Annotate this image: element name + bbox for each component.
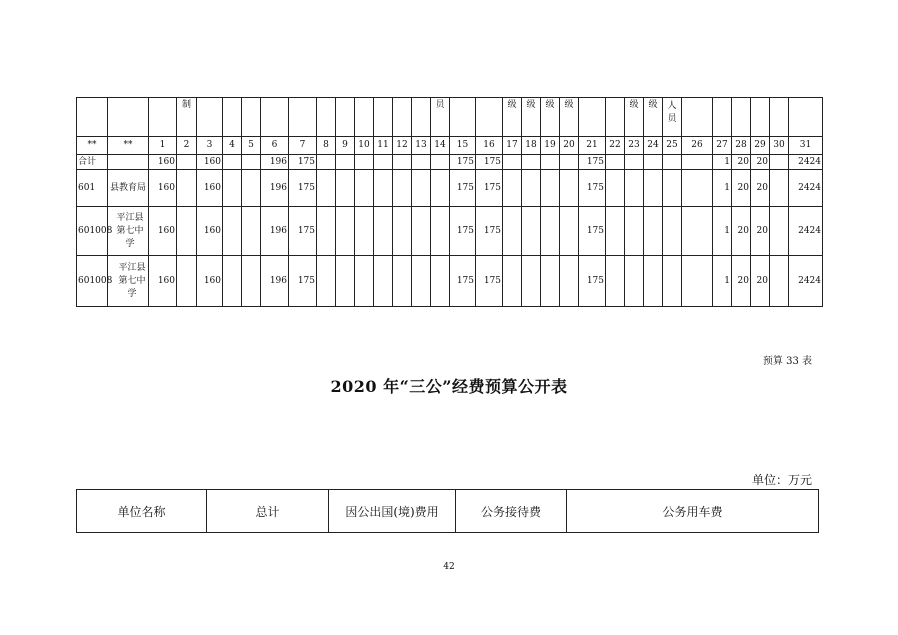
value-cell-22: [606, 256, 625, 307]
table-row: [77, 256, 823, 307]
value-cell-26: [682, 256, 713, 307]
column-number-cell: 18: [522, 137, 541, 155]
value-cell-16: 175: [476, 207, 503, 256]
header-cell: [732, 98, 751, 137]
column-number-cell: **: [77, 137, 108, 155]
column-number-cell: 12: [393, 137, 412, 155]
row-code-cell: 601008: [77, 256, 108, 307]
value-cell-5: [242, 256, 261, 307]
table-row: [77, 155, 823, 170]
header-cell: [149, 98, 177, 137]
value-cell-15: 175: [450, 207, 476, 256]
budget-detail-table: [76, 97, 823, 307]
value-cell-7: 175: [289, 256, 317, 307]
value-cell-7: 175: [289, 155, 317, 170]
value-cell-27: 1: [713, 170, 732, 207]
header-cell: [476, 98, 503, 137]
header-label-row: [77, 98, 823, 137]
row-name-cell: 平江县第七中学: [108, 207, 149, 256]
value-cell-14: [431, 170, 450, 207]
value-cell-12: [393, 207, 412, 256]
value-cell-6: 196: [261, 207, 289, 256]
header-cell: [336, 98, 355, 137]
value-cell-31: 2424: [789, 256, 823, 307]
value-cell-15: 175: [450, 155, 476, 170]
column-number-cell: 4: [223, 137, 242, 155]
value-cell-4: [223, 256, 242, 307]
value-cell-26: [682, 207, 713, 256]
value-cell-30: [770, 256, 789, 307]
value-cell-20: [560, 170, 579, 207]
header-cell: [374, 98, 393, 137]
value-cell-30: [770, 170, 789, 207]
value-cell-1: 160: [149, 170, 177, 207]
value-cell-10: [355, 170, 374, 207]
value-cell-18: [522, 170, 541, 207]
column-number-cell: 22: [606, 137, 625, 155]
value-cell-17: [503, 256, 522, 307]
value-cell-6: 196: [261, 155, 289, 170]
value-cell-8: [317, 170, 336, 207]
header-cell: [789, 98, 823, 137]
column-number-cell: 2: [177, 137, 197, 155]
value-cell-11: [374, 256, 393, 307]
value-cell-4: [223, 170, 242, 207]
value-cell-17: [503, 170, 522, 207]
value-cell-7: 175: [289, 207, 317, 256]
column-header-total: 总计: [207, 490, 329, 533]
unit-label: 单位：万元: [751, 473, 812, 487]
value-cell-23: [625, 207, 644, 256]
header-cell: [393, 98, 412, 137]
value-cell-4: [223, 207, 242, 256]
column-header-unit-name: 单位名称: [77, 490, 207, 533]
value-cell-24: [644, 155, 663, 170]
header-cell: [77, 98, 108, 137]
value-cell-23: [625, 155, 644, 170]
column-number-cell: 27: [713, 137, 732, 155]
column-number-cell: 7: [289, 137, 317, 155]
value-cell-3: 160: [197, 155, 223, 170]
value-cell-18: [522, 256, 541, 307]
column-number-cell: 9: [336, 137, 355, 155]
value-cell-13: [412, 207, 431, 256]
value-cell-25: [663, 256, 682, 307]
value-cell-14: [431, 207, 450, 256]
column-number-cell: 14: [431, 137, 450, 155]
column-header-overseas: 因公出国(境)费用: [329, 490, 456, 533]
value-cell-6: 196: [261, 170, 289, 207]
value-cell-5: [242, 170, 261, 207]
column-number-cell: 20: [560, 137, 579, 155]
value-cell-28: 20: [732, 170, 751, 207]
value-cell-21: 175: [579, 207, 606, 256]
column-number-cell: 11: [374, 137, 393, 155]
page-title: 2020 年“三公”经费预算公开表: [330, 377, 568, 396]
value-cell-8: [317, 256, 336, 307]
value-cell-16: 175: [476, 170, 503, 207]
value-cell-29: 20: [751, 256, 770, 307]
value-cell-21: 175: [579, 256, 606, 307]
value-cell-10: [355, 155, 374, 170]
column-number-cell: 13: [412, 137, 431, 155]
header-cell: 级: [541, 98, 560, 137]
value-cell-14: [431, 256, 450, 307]
value-cell-11: [374, 207, 393, 256]
value-cell-13: [412, 155, 431, 170]
header-cell: [197, 98, 223, 137]
value-cell-3: 160: [197, 207, 223, 256]
column-number-cell: 1: [149, 137, 177, 155]
header-cell: [770, 98, 789, 137]
value-cell-19: [541, 170, 560, 207]
value-cell-28: 20: [732, 256, 751, 307]
value-cell-26: [682, 170, 713, 207]
value-cell-20: [560, 207, 579, 256]
value-cell-6: 196: [261, 256, 289, 307]
column-number-cell: 10: [355, 137, 374, 155]
header-cell: [751, 98, 770, 137]
value-cell-2: [177, 256, 197, 307]
value-cell-19: [541, 207, 560, 256]
value-cell-9: [336, 256, 355, 307]
value-cell-13: [412, 256, 431, 307]
row-code-cell: 合计: [77, 155, 108, 170]
column-number-cell: 17: [503, 137, 522, 155]
value-cell-24: [644, 207, 663, 256]
column-number-cell: 8: [317, 137, 336, 155]
value-cell-21: 175: [579, 155, 606, 170]
value-cell-21: 175: [579, 170, 606, 207]
value-cell-3: 160: [197, 256, 223, 307]
header-cell: [108, 98, 149, 137]
column-header-vehicle: 公务用车费: [567, 490, 819, 533]
value-cell-1: 160: [149, 155, 177, 170]
column-number-cell: 29: [751, 137, 770, 155]
header-cell: [317, 98, 336, 137]
column-number-cell: 23: [625, 137, 644, 155]
value-cell-25: [663, 155, 682, 170]
header-cell: 制: [177, 98, 197, 137]
value-cell-11: [374, 170, 393, 207]
value-cell-11: [374, 155, 393, 170]
value-cell-27: 1: [713, 207, 732, 256]
column-number-cell: **: [108, 137, 149, 155]
value-cell-13: [412, 170, 431, 207]
row-name-cell: 平江县第七中学: [108, 256, 149, 307]
column-number-cell: 19: [541, 137, 560, 155]
value-cell-19: [541, 155, 560, 170]
value-cell-12: [393, 155, 412, 170]
value-cell-31: 2424: [789, 155, 823, 170]
column-number-cell: 6: [261, 137, 289, 155]
header-cell: [682, 98, 713, 137]
value-cell-22: [606, 170, 625, 207]
value-cell-16: 175: [476, 155, 503, 170]
value-cell-30: [770, 207, 789, 256]
value-cell-2: [177, 155, 197, 170]
header-cell: 员: [431, 98, 450, 137]
value-cell-18: [522, 155, 541, 170]
row-name-cell: 县教育局: [108, 170, 149, 207]
value-cell-2: [177, 170, 197, 207]
value-cell-9: [336, 207, 355, 256]
value-cell-20: [560, 155, 579, 170]
table-row: [77, 207, 823, 256]
header-cell: [606, 98, 625, 137]
column-number-cell: 28: [732, 137, 751, 155]
table-row: [77, 170, 823, 207]
value-cell-28: 20: [732, 207, 751, 256]
value-cell-28: 20: [732, 155, 751, 170]
value-cell-1: 160: [149, 256, 177, 307]
column-number-cell: 5: [242, 137, 261, 155]
row-code-cell: 601: [77, 170, 108, 207]
value-cell-12: [393, 256, 412, 307]
header-cell: [261, 98, 289, 137]
column-number-cell: 24: [644, 137, 663, 155]
header-cell: [355, 98, 374, 137]
column-number-cell: 25: [663, 137, 682, 155]
value-cell-9: [336, 170, 355, 207]
header-cell: [289, 98, 317, 137]
header-cell: 级: [503, 98, 522, 137]
value-cell-25: [663, 170, 682, 207]
value-cell-25: [663, 207, 682, 256]
header-cell: 人员: [663, 98, 682, 137]
value-cell-22: [606, 155, 625, 170]
value-cell-10: [355, 207, 374, 256]
value-cell-10: [355, 256, 374, 307]
value-cell-31: 2424: [789, 207, 823, 256]
value-cell-19: [541, 256, 560, 307]
value-cell-5: [242, 207, 261, 256]
header-cell: [450, 98, 476, 137]
value-cell-14: [431, 155, 450, 170]
value-cell-29: 20: [751, 170, 770, 207]
value-cell-17: [503, 155, 522, 170]
value-cell-4: [223, 155, 242, 170]
value-cell-3: 160: [197, 170, 223, 207]
value-cell-17: [503, 207, 522, 256]
value-cell-18: [522, 207, 541, 256]
header-cell: [223, 98, 242, 137]
value-cell-30: [770, 155, 789, 170]
value-cell-2: [177, 207, 197, 256]
column-number-row: [77, 137, 823, 155]
value-cell-8: [317, 155, 336, 170]
value-cell-23: [625, 256, 644, 307]
value-cell-29: 20: [751, 155, 770, 170]
value-cell-7: 175: [289, 170, 317, 207]
row-code-cell: 601008: [77, 207, 108, 256]
column-header-reception: 公务接待费: [456, 490, 567, 533]
value-cell-9: [336, 155, 355, 170]
column-number-cell: 31: [789, 137, 823, 155]
column-number-cell: 16: [476, 137, 503, 155]
value-cell-22: [606, 207, 625, 256]
column-number-cell: 21: [579, 137, 606, 155]
column-number-cell: 30: [770, 137, 789, 155]
value-cell-15: 175: [450, 170, 476, 207]
value-cell-12: [393, 170, 412, 207]
header-cell: [242, 98, 261, 137]
value-cell-8: [317, 207, 336, 256]
value-cell-20: [560, 256, 579, 307]
three-public-expenses-table: [76, 489, 819, 533]
value-cell-1: 160: [149, 207, 177, 256]
header-cell: [412, 98, 431, 137]
column-number-cell: 26: [682, 137, 713, 155]
header-cell: 级: [560, 98, 579, 137]
budget-table-number: 预算 33 表: [762, 356, 812, 367]
value-cell-27: 1: [713, 256, 732, 307]
row-name-cell: [108, 155, 149, 170]
value-cell-29: 20: [751, 207, 770, 256]
value-cell-16: 175: [476, 256, 503, 307]
column-number-cell: 15: [450, 137, 476, 155]
value-cell-24: [644, 256, 663, 307]
value-cell-31: 2424: [789, 170, 823, 207]
value-cell-26: [682, 155, 713, 170]
header-cell: 级: [522, 98, 541, 137]
value-cell-24: [644, 170, 663, 207]
table-header-row: [77, 490, 819, 533]
value-cell-5: [242, 155, 261, 170]
header-cell: [579, 98, 606, 137]
column-number-cell: 3: [197, 137, 223, 155]
header-cell: 级: [625, 98, 644, 137]
header-cell: 级: [644, 98, 663, 137]
value-cell-15: 175: [450, 256, 476, 307]
value-cell-27: 1: [713, 155, 732, 170]
header-cell: [713, 98, 732, 137]
page-number: 42: [443, 562, 455, 572]
value-cell-23: [625, 170, 644, 207]
